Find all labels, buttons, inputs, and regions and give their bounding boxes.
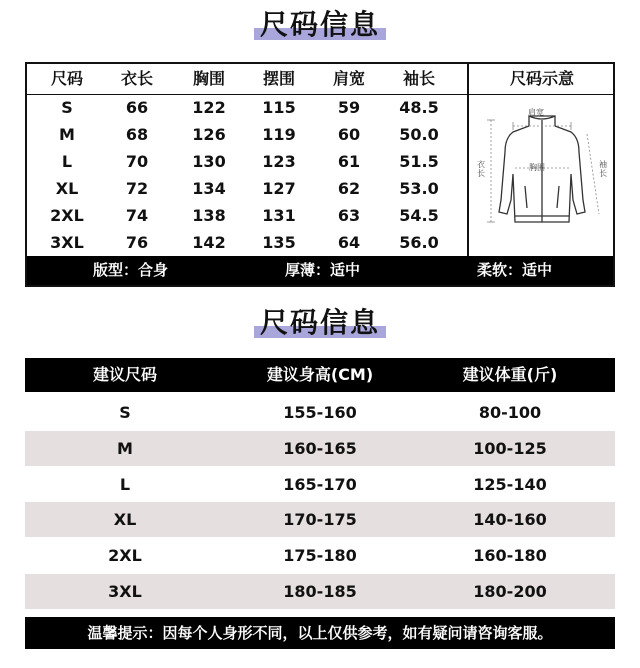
- section1-title: 尺码信息: [260, 8, 380, 42]
- cell-size: L: [61, 152, 73, 171]
- shoulder-label: 肩宽: [528, 108, 544, 117]
- cell-sleeve: 48.5: [399, 98, 439, 117]
- cell-length: 74: [125, 206, 149, 225]
- cell-weight: 140-160: [473, 510, 547, 529]
- section2-title-wrap: [0, 306, 640, 340]
- header-size: 尺码: [50, 69, 83, 88]
- table-row: [27, 175, 467, 202]
- table-row: [25, 395, 615, 430]
- cell-size: 2XL: [108, 546, 142, 565]
- cell-height: 155-160: [283, 403, 357, 422]
- cell-height: 165-170: [283, 475, 357, 494]
- cell-chest: 126: [192, 125, 226, 144]
- sleeve-label: 袖长: [599, 160, 607, 178]
- recommendation-header-row: [25, 358, 615, 392]
- cell-weight: 100-125: [473, 439, 547, 458]
- cell-length: 66: [125, 98, 149, 117]
- cell-shoulder: 59: [337, 98, 361, 117]
- cell-chest: 142: [192, 233, 226, 252]
- cell-height: 175-180: [283, 546, 357, 565]
- cell-hem: 123: [262, 152, 296, 171]
- header-recommended-height: 建议身高(CM): [266, 365, 374, 384]
- jacket-illustration: [475, 104, 609, 244]
- cell-length: 72: [125, 179, 149, 198]
- cell-shoulder: 63: [337, 206, 361, 225]
- softness-info: 柔软：适中: [477, 261, 553, 279]
- cell-weight: 80-100: [478, 403, 542, 422]
- table-row: [25, 431, 615, 466]
- cell-weight: 160-180: [473, 546, 547, 565]
- table-row: [25, 467, 615, 502]
- cell-sleeve: 53.0: [399, 179, 439, 198]
- cell-size: 3XL: [50, 233, 84, 252]
- cell-shoulder: 64: [337, 233, 361, 252]
- cell-weight: 180-200: [473, 582, 547, 601]
- chest-label: 胸围: [529, 163, 545, 172]
- cell-size: 2XL: [50, 206, 84, 225]
- cell-chest: 122: [192, 98, 226, 117]
- length-label: 衣长: [477, 160, 485, 178]
- table-row: [27, 121, 467, 148]
- cell-height: 170-175: [283, 510, 357, 529]
- jacket-size-diagram: [475, 104, 609, 244]
- cell-chest: 130: [192, 152, 226, 171]
- cell-sleeve: 51.5: [399, 152, 439, 171]
- cell-length: 76: [125, 233, 149, 252]
- table-row: [27, 94, 467, 121]
- thickness-info: 厚薄：适中: [285, 261, 361, 279]
- table-row: [27, 148, 467, 175]
- cell-sleeve: 56.0: [399, 233, 439, 252]
- cell-hem: 131: [262, 206, 296, 225]
- cell-hem: 119: [262, 125, 296, 144]
- cell-size: 3XL: [108, 582, 142, 601]
- warm-tip-note: 温馨提示：因每个人身形不同，以上仅供参考，如有疑问请咨询客服。: [25, 617, 615, 649]
- table-row: [27, 202, 467, 229]
- header-shoulder: 肩宽: [332, 69, 365, 88]
- header-recommended-size: 建议尺码: [92, 365, 157, 384]
- cell-sleeve: 50.0: [399, 125, 439, 144]
- cell-shoulder: 62: [337, 179, 361, 198]
- table-row: [25, 538, 615, 573]
- cell-size: M: [117, 439, 133, 458]
- measurement-header-row: [27, 64, 467, 95]
- measurement-grid: [27, 64, 467, 256]
- size-measurement-table: [25, 62, 615, 287]
- header-sleeve: 袖长: [402, 69, 435, 88]
- cell-size: XL: [113, 510, 137, 529]
- header-recommended-weight: 建议体重(斤): [462, 365, 558, 384]
- table-row: [25, 574, 615, 609]
- header-hem: 摆围: [262, 69, 295, 88]
- table-row: [25, 502, 615, 537]
- cell-hem: 127: [262, 179, 296, 198]
- cell-size: XL: [55, 179, 79, 198]
- cell-size: M: [59, 125, 75, 144]
- header-chest: 胸围: [192, 69, 225, 88]
- cell-hem: 115: [262, 98, 296, 117]
- cell-size: S: [61, 98, 73, 117]
- cell-sleeve: 54.5: [399, 206, 439, 225]
- cell-shoulder: 61: [337, 152, 361, 171]
- cell-size: L: [119, 475, 131, 494]
- cell-size: S: [119, 403, 131, 422]
- section2-title: 尺码信息: [260, 306, 380, 340]
- table-row: [27, 229, 467, 256]
- diagram-title: 尺码示意: [469, 64, 615, 95]
- cell-shoulder: 60: [337, 125, 361, 144]
- section1-title-wrap: [0, 8, 640, 42]
- header-length: 衣长: [120, 69, 153, 88]
- cell-chest: 138: [192, 206, 226, 225]
- cell-height: 180-185: [283, 582, 357, 601]
- cell-height: 160-165: [283, 439, 357, 458]
- cell-chest: 134: [192, 179, 226, 198]
- cell-length: 70: [125, 152, 149, 171]
- cell-weight: 125-140: [473, 475, 547, 494]
- cell-length: 68: [125, 125, 149, 144]
- cell-hem: 135: [262, 233, 296, 252]
- fabric-info-bar: [27, 256, 613, 285]
- fit-info: 版型：合身: [93, 261, 169, 279]
